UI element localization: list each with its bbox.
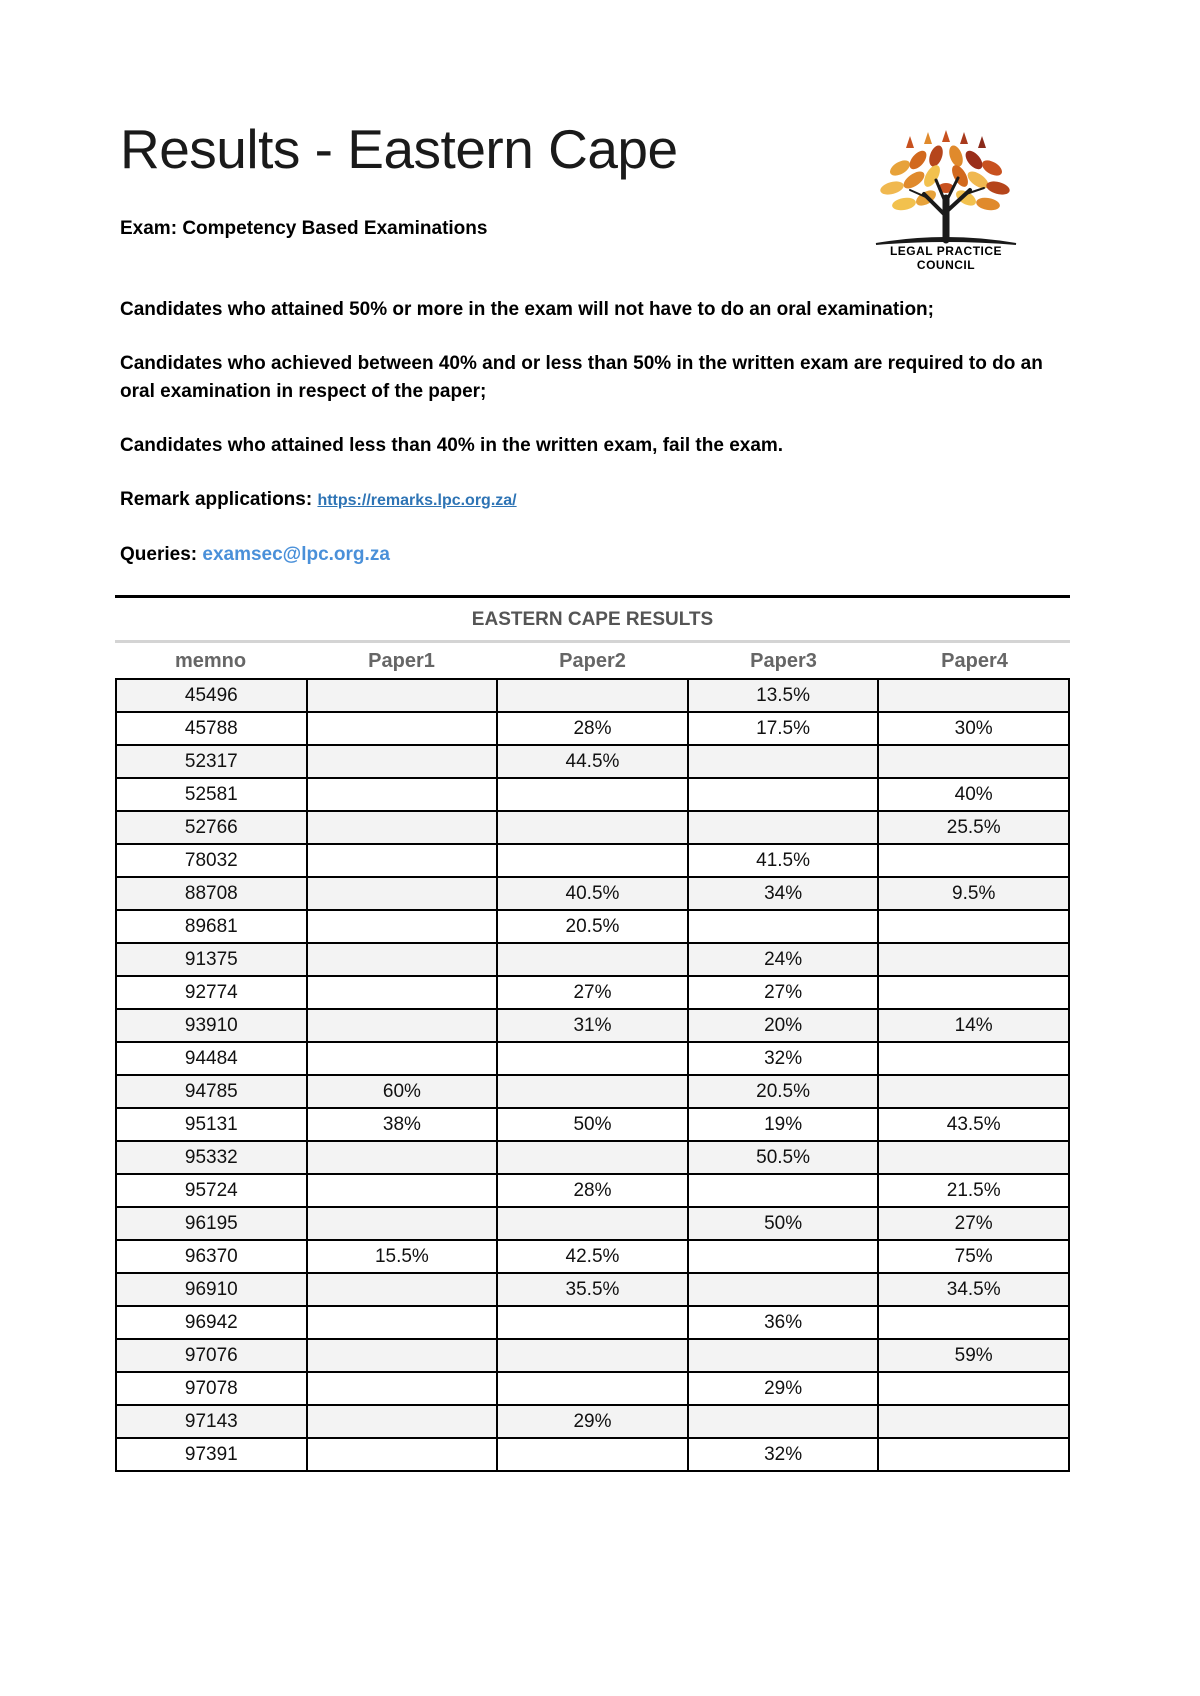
notes-section [120,296,1080,595]
paper-score-cell [497,1075,688,1108]
logo-line-2: COUNCIL [916,258,976,272]
paper-score-cell: 35.5% [497,1273,688,1306]
paper-score-cell [878,1141,1069,1174]
paper-score-cell [307,712,498,745]
note-pass: Candidates who attained 50% or more in the exam will not have to do an oral examination; [120,299,934,320]
table-row [116,1306,1069,1339]
table-row [116,1009,1069,1042]
paper-score-cell: 13.5% [688,679,879,712]
paper-score-cell: 60% [307,1075,498,1108]
table-row [116,778,1069,811]
paper-score-cell: 41.5% [688,844,879,877]
paper-score-cell [878,844,1069,877]
table-row [116,745,1069,778]
queries-email-link[interactable]: examsec@lpc.org.za [202,544,390,565]
paper-score-cell: 21.5% [878,1174,1069,1207]
column-header-paper1: Paper1 [368,650,435,672]
paper-score-cell [878,1042,1069,1075]
table-row [116,1240,1069,1273]
paper-score-cell: 75% [878,1240,1069,1273]
paper-score-cell: 9.5% [878,877,1069,910]
paper-score-cell [497,1438,688,1471]
paper-score-cell: 14% [878,1009,1069,1042]
paper-score-cell [307,877,498,910]
logo-line-1: LEGAL PRACTICE [889,244,1003,258]
paper-score-cell [688,1174,879,1207]
memno-cell: 97143 [116,1405,307,1438]
note-oral: Candidates who achieved between 40% and or less than 50% in the written exam are required to do an oral examination in respect of the paper; [120,353,1043,402]
paper-score-cell [307,1174,498,1207]
paper-score-cell [878,910,1069,943]
paper-score-cell [307,679,498,712]
memno-cell: 88708 [116,877,307,910]
table-row [116,1141,1069,1174]
paper-score-cell [878,1075,1069,1108]
paper-score-cell [688,1240,879,1273]
paper-score-cell [497,1306,688,1339]
memno-cell: 95724 [116,1174,307,1207]
paper-score-cell [878,745,1069,778]
paper-score-cell: 40% [878,778,1069,811]
paper-score-cell [307,844,498,877]
memno-cell: 95131 [116,1108,307,1141]
table-row [116,910,1069,943]
paper-score-cell: 50% [497,1108,688,1141]
paper-score-cell: 34.5% [878,1273,1069,1306]
paper-score-cell [878,943,1069,976]
memno-cell: 52317 [116,745,307,778]
paper-score-cell [307,1438,498,1471]
paper-score-cell [497,844,688,877]
remark-label: Remark applications: [120,489,313,510]
column-headers [115,643,1070,678]
memno-cell: 95332 [116,1141,307,1174]
paper-score-cell: 42.5% [497,1240,688,1273]
paper-score-cell [688,811,879,844]
paper-score-cell [307,910,498,943]
memno-cell: 94785 [116,1075,307,1108]
memno-cell: 45788 [116,712,307,745]
paper-score-cell: 17.5% [688,712,879,745]
paper-score-cell [497,1207,688,1240]
note-fail: Candidates who attained less than 40% in the written exam, fail the exam. [120,435,784,456]
memno-cell: 78032 [116,844,307,877]
paper-score-cell [307,745,498,778]
paper-score-cell [497,943,688,976]
paper-score-cell: 31% [497,1009,688,1042]
page-title: Results - Eastern Cape [120,118,678,180]
table-row [116,1174,1069,1207]
paper-score-cell: 25.5% [878,811,1069,844]
memno-cell: 97391 [116,1438,307,1471]
paper-score-cell: 27% [688,976,879,1009]
paper-score-cell [688,910,879,943]
logo-wordmark [866,244,1026,272]
paper-score-cell [497,1339,688,1372]
table-row [116,877,1069,910]
memno-cell: 45496 [116,679,307,712]
memno-cell: 96910 [116,1273,307,1306]
paper-score-cell: 59% [878,1339,1069,1372]
table-row [116,1042,1069,1075]
table-row [116,712,1069,745]
table-title: EASTERN CAPE RESULTS [471,609,714,630]
paper-score-cell [307,1405,498,1438]
memno-cell: 52581 [116,778,307,811]
table-row [116,1207,1069,1240]
column-header-paper3: Paper3 [750,650,817,672]
paper-score-cell [307,1339,498,1372]
memno-cell: 97076 [116,1339,307,1372]
table-row [116,844,1069,877]
paper-score-cell [307,811,498,844]
paper-score-cell: 40.5% [497,877,688,910]
table-row [116,943,1069,976]
table-row [116,1438,1069,1471]
table-row [116,1108,1069,1141]
table-row [116,679,1069,712]
paper-score-cell [497,1042,688,1075]
paper-score-cell [307,976,498,1009]
table-row [116,811,1069,844]
remark-link[interactable]: https://remarks.lpc.org.za/ [317,492,517,509]
paper-score-cell: 27% [878,1207,1069,1240]
table-row [116,1405,1069,1438]
memno-cell: 96370 [116,1240,307,1273]
paper-score-cell [878,1438,1069,1471]
paper-score-cell: 50.5% [688,1141,879,1174]
paper-score-cell [307,1306,498,1339]
results-table-section [115,595,1070,1472]
paper-score-cell [307,1042,498,1075]
memno-cell: 96195 [116,1207,307,1240]
exam-line [120,218,487,240]
table-row [116,976,1069,1009]
paper-score-cell [307,1372,498,1405]
memno-cell: 92774 [116,976,307,1009]
memno-cell: 94484 [116,1042,307,1075]
paper-score-cell [497,1372,688,1405]
paper-score-cell: 50% [688,1207,879,1240]
paper-score-cell [497,778,688,811]
paper-score-cell [307,778,498,811]
paper-score-cell: 20.5% [688,1075,879,1108]
table-row [116,1339,1069,1372]
paper-score-cell: 32% [688,1042,879,1075]
paper-score-cell [688,745,879,778]
paper-score-cell [307,943,498,976]
paper-score-cell [307,1009,498,1042]
paper-score-cell [878,679,1069,712]
paper-score-cell [307,1141,498,1174]
exam-value: Competency Based Examinations [182,218,488,239]
memno-cell: 96942 [116,1306,307,1339]
paper-score-cell: 29% [497,1405,688,1438]
paper-score-cell [497,811,688,844]
paper-score-cell: 27% [497,976,688,1009]
paper-score-cell: 20.5% [497,910,688,943]
column-header-paper2: Paper2 [559,650,626,672]
memno-cell: 91375 [116,943,307,976]
paper-score-cell [688,1405,879,1438]
column-header-paper4: Paper4 [941,650,1008,672]
paper-score-cell: 38% [307,1108,498,1141]
paper-score-cell: 28% [497,1174,688,1207]
table-row [116,1273,1069,1306]
remark-line [120,486,1080,515]
paper-score-cell: 43.5% [878,1108,1069,1141]
paper-score-cell: 20% [688,1009,879,1042]
paper-score-cell: 36% [688,1306,879,1339]
paper-score-cell [497,679,688,712]
paper-score-cell: 29% [688,1372,879,1405]
results-table [115,678,1070,1472]
paper-score-cell [307,1273,498,1306]
memno-cell: 93910 [116,1009,307,1042]
paper-score-cell [878,976,1069,1009]
paper-score-cell: 24% [688,943,879,976]
paper-score-cell: 32% [688,1438,879,1471]
paper-score-cell: 28% [497,712,688,745]
paper-score-cell [878,1405,1069,1438]
paper-score-cell [497,1141,688,1174]
paper-score-cell [688,1339,879,1372]
memno-cell: 89681 [116,910,307,943]
paper-score-cell: 19% [688,1108,879,1141]
paper-score-cell: 30% [878,712,1069,745]
memno-cell: 52766 [116,811,307,844]
table-row [116,1075,1069,1108]
queries-line [120,541,1080,569]
paper-score-cell: 34% [688,877,879,910]
paper-score-cell: 44.5% [497,745,688,778]
paper-score-cell [307,1207,498,1240]
queries-label: Queries: [120,544,198,565]
table-row [116,1372,1069,1405]
paper-score-cell [688,1273,879,1306]
exam-label: Exam: [120,218,178,239]
paper-score-cell [878,1372,1069,1405]
paper-score-cell [878,1306,1069,1339]
paper-score-cell: 15.5% [307,1240,498,1273]
column-header-memno: memno [174,650,247,672]
memno-cell: 97078 [116,1372,307,1405]
paper-score-cell [688,778,879,811]
